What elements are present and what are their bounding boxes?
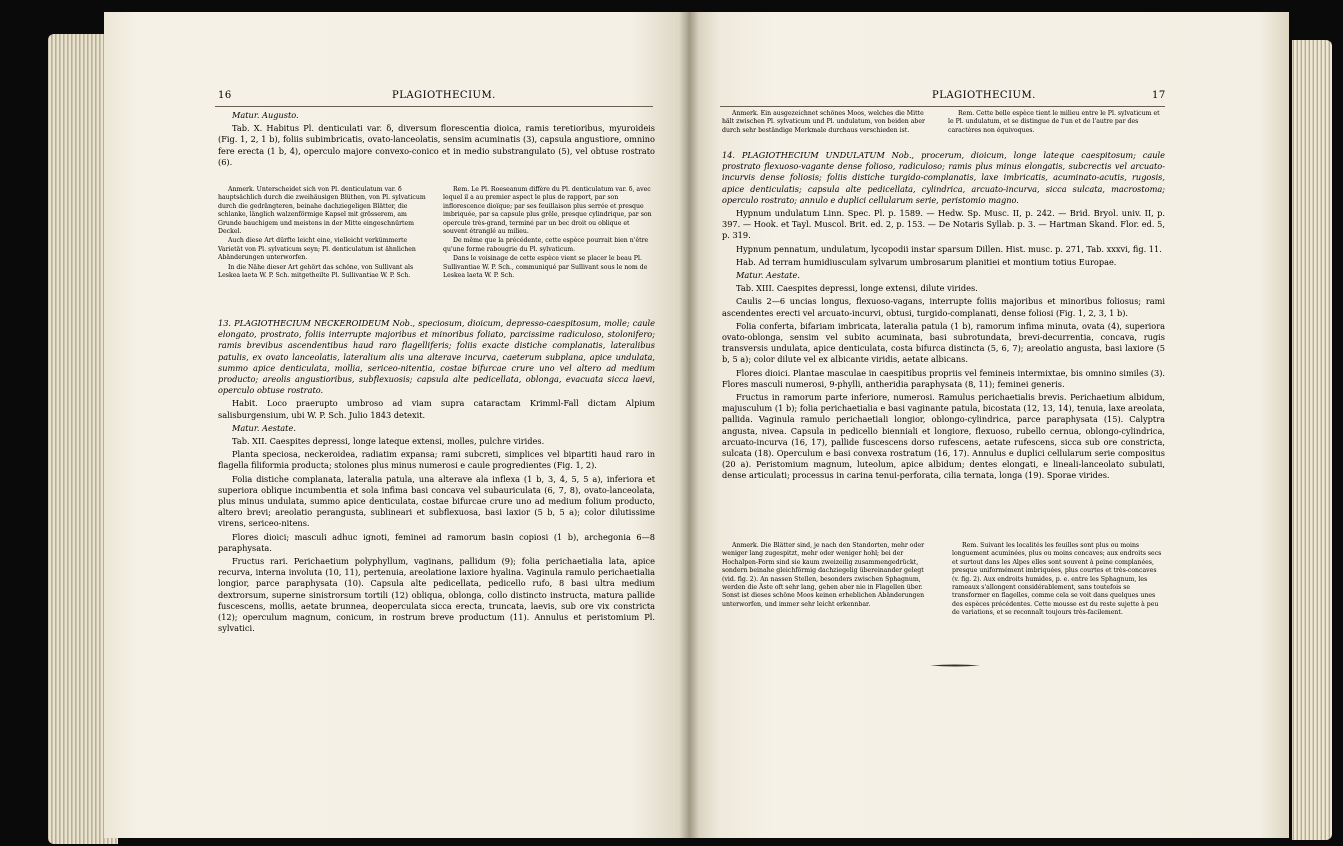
species-13-habit: Habit. Loco praerupto umbroso ad viam supra cataractam Krimml-Fall dictam Alpium salisburgensium, ubi W. P. Sch. Julio 1843 detexit. [218,398,655,420]
note-de-paragraph-3: In die Nähe dieser Art gehört das schöne, von Sullivant als Leskea laeta W. P. Sch. mitgetheilte Pl. Sullivantiae W. P. Sch. [218,263,414,280]
note-fr-paragraph-1: Rem. Le Pl. Roeseanum diffère du Pl. denticulatum var. δ, avec lequel il a au premier aspect le plus de rapport, par son inflorescence dioïque; par ses feuillaison plus serrée et presque imbriquée, par sa capsule plus grêle, presque cylindrique, par son opercule très-grand, terminé par un bec droit ou oblique et souvent étranglé au milieu. [443,186,652,236]
right-top-note-french [948,110,1164,136]
end-ornament [930,664,980,667]
right-top-note-german [722,110,932,136]
species-14-fructus: Fructus in ramorum parte inferiore, numerosi. Ramulus perichaetialis brevis. Perichaetium albidum, majusculum (1 b); folia perichaetialia e basi vaginante patula, bicostata (12, 13, 14), tenuia, laxe areolata, pallida. Vaginula ramulo perichaetiali longior, oblongo-cylindrica, parce paraphysata (15). Calyptra angusta, nivea. Capsula in pedicello bienniali et longiore, flexuoso, rubello cernua, oblongo-cylindrica, arcuato-incurva (16, 17), pallide fuscescens dorso rufescens, aetate rufescens, sicca sub ore constricta, sulcata (18). Operculum e basi convexa rostratum (16, 17). Annulus e duplici cellularum serie compositus (20 a). Peristomium magnum, luteolum, apice albidum; dentes elongati, e lineali-lanceolato subulati, dense articulati; processus in carina tenui-perforata, cilia ternata, longa (19). Sporae virides. [722,392,1165,481]
species-14-flores: Flores dioici. Plantae masculae in caespitibus propriis vel femineis intermixtae, bis omnino similes (3). Flores masculi numerosi, 9-phylli, antheridia paraphysata (8, 11); feminei generis. [722,367,1165,389]
right-text-species-14 [722,150,1165,484]
species-14-caulis: Caulis 2—6 uncias longus, flexuoso-vagans, interrupte foliis majoribus et minoribus foliosus; rami ascendentes erecti vel arcuato-incurvi, obtusi, turgido-complanati, dense foliosi (Fig. 1, 2, 3, 1 b). [722,296,1165,318]
left-header-rule [215,106,653,107]
top-note-fr: Rem. Cette belle espèce tient le milieu entre le Pl. sylvaticum et le Pl. undulatum, et se distingue de l'un et de l'autre par des caractères non équivoques. [948,110,1160,134]
species-13-planta: Planta speciosa, neckeroidea, radiatim expansa; rami subcreti, simplices vel bipartiti haud raro in flagella filiformia producta; stolones plus minus numerosi e caule progredientes (Fig. 1, 2). [218,449,655,471]
right-header-rule [720,106,1165,107]
left-tab-x: Tab. X. Habitus Pl. denticulati var. δ, diversum florescentia dioica, ramis teretioribus, myuroideis (Fig. 1, 2, 1 b), foliis subimbricatis, ovato-lanceolatis, sensim acuminatis (3), capsula angustiore, omnino fere erecta (1 b, 4), operculo majore convexo-conico et in medio substrangulato (5), vel obtuse rostrato (6). [218,123,655,167]
species-14-synonyms: Hypnum undulatum Linn. Spec. Pl. p. 1589. — Hedw. Sp. Musc. II, p. 242. — Brid. Bryol. univ. II, p. 397. — Hook. et Tayl. Muscol. Brit. ed. 2, p. 153. — De Notaris Syllab. p. 3. — Hartman Skand. Flor. ed. 5, p. 319. [722,208,1165,241]
top-note-de: Anmerk. Ein ausgezeichnet schönes Moos, welches die Mitte hält zwischen Pl. sylvaticum und Pl. undulatum, von beiden aber durch sehr beständige Merkmale durchaus verschieden ist. [722,110,925,134]
note-de-paragraph-1: Anmerk. Unterscheidet sich von Pl. denticulatum var. δ hauptsächlich durch die zweihäusigen Blüthen, von Pl. sylvaticum durch die gedrängteren, beinahe dachziegeligen Blätter, die schlanke, länglich walzenförmige Kapsel mit grösserem, am Grunde bauchigem und meistens in der Mitte eingeschnürtem Deckel. [218,186,426,236]
left-text-species-13 [218,318,655,636]
species-14-synonym-2: Hypnum pennatum, undulatum, lycopodii instar sparsum Dillen. Hist. musc. p. 271, Tab. xxxvi, fig. 11. [736,243,1162,254]
species-14-tab: Tab. XIII. Caespites depressi, longe extensi, dilute virides. [736,283,978,294]
species-14-matur: Matur. Aestate. [736,270,800,281]
species-13-fructus: Fructus rari. Perichaetium polyphyllum, vaginans, pallidum (9); folia perichaetialia lata, apice recurva, interna involuta (10, 11), pertenuia, areolatione laxiore hyalina. Vaginula ramulo perichaetialia longior, parce paraphysata (10). Capsula alte pedicellata, pedicello rufo, 8 basi ultra medium dextrorsum, superne sinistrorsum tortili (12) obliqua, oblonga, collo distincto instructa, matura pallide fuscescens, mollis, aetate brunnea, deoperculata sicca erecta, truncata, laevis, sub ore vix constricta (12); operculum magnum, conicum, in rostrum breve productum (11). Annulus et peristomium Pl. sylvatici. [218,556,655,634]
species-13-tab: Tab. XII. Caespites depressi, longe lateque extensi, molles, pulchre virides. [232,436,545,447]
bottom-note-de: Anmerk. Die Blätter sind, je nach den Standorten, mehr oder weniger lang zugespitzt, mehr oder weniger hohl; bei der Hochalpen-Form sind sie kaum zweizeilig zusammengedrückt, sondern beinahe gleichförmig dachziegelig übereinander gelegt (vid. fig. 2). An nassen Stellen, besonders zwischen Sphagnum, werden die Äste oft sehr lang, gehen aber nie in Flagellen über. Sonst ist dieses schöne Moos keinen erheblichen Abänderungen unterworfen, und immer sehr leicht erkennbar. [722,542,925,608]
species-14-hab: Hab. Ad terram humidiusculam sylvarum umbrosarum planitiei et montium totius Europae. [736,256,1117,267]
right-running-head: PLAGIOTHECIUM. [932,90,1036,101]
bottom-note-fr: Rem. Suivant les localités les feuilles sont plus ou moins longuement acuminées, plus ou moins concaves; aux endroits secs et surtout dans les Alpes elles sont souvent à peine complanées, presque uniformément imbriquées, plus courtes et très-concaves (v. fig. 2). Aux endroits humides, p. e. entre les Sphagnum, les rameaux s'allongent considérablement, sans toutefois se transformer en flagelles, comme cela se voit dans quelques unes des espèces précédentes. Cette mousse est du reste sujette à peu de variations, et se reconnaît toujours très-facilement. [952,542,1162,617]
note-de-paragraph-2: Auch diese Art dürfte leicht eine, vielleicht verkümmerte Varietät von Pl. sylvaticum seyn; Pl. denticulatum ist ähnlichen Abänderungen unterworfen. [218,237,416,262]
right-bottom-note-german [722,542,934,610]
right-bottom-note-french [952,542,1165,619]
species-14-heading: 14. PLAGIOTHECIUM UNDULATUM Nob., procerum, dioicum, longe lateque caespitosum; caule prostrato flexuoso-vagante dense folioso, radiculoso; ramis plus minus elongatis, subcrectis vel arcuato-incurvis dense foliosis; foliis distiche turgido-complanatis, laxe imbricatis, acuminato-acutis, rugosis, apice denticulatis; capsula alte pedicellata, cylindrica, arcuato-incurva, sicca sulcata, macrostoma; operculo rostrato; annulo e duplici cellularum serie, peristomio magno. [722,150,1165,205]
left-note-french [443,186,655,281]
note-fr-paragraph-2: De même que la précédente, cette espèce pourrait bien n'être qu'une forme rabougrie du Pl. sylvaticum. [443,237,649,253]
left-matur: Matur. Augusto. [232,110,299,120]
species-13-matur: Matur. Aestate. [232,422,296,433]
species-13-folia: Folia distiche complanata, lateralia patula, una alterave ala inflexa (1 b, 3, 4, 5, 5 a), inferiora et superiora oblique incumbentia et sola infima basi concava vel subauriculata (6, 7, 8), ovato-lanceolata, plus minus undulata, summo apice denticulata, costae bifurcae crure uno ad medium folium producto, altero brevi; areolatio perangusta, sublineari et subflexuosa, basi laxior (5 b, 5 a); color dilutissime virens, sericeo-nitens. [218,473,655,529]
left-text-upper [218,110,655,170]
left-note-german [218,186,428,281]
right-page-number: 17 [1152,90,1166,101]
right-page-edges [1292,40,1332,840]
species-13-heading: 13. PLAGIOTHECIUM NECKEROIDEUM Nob., speciosum, dioicum, depresso-caespitosum, molle; caule elongato, prostrato, foliis interrupte majoribus et minoribus foliato, parcissime radiculoso, stoloniferο; ramis brevibus ascendentibus haud raro flagelliferis; foliis exacte distiche complanatis, lateralibus patulis, ex ovato lanceolatis, lateralium alis una alterave incurva, caeterum subplana, apice undulata, summo apice denticulata, mollia, sericeo-nitentia, costae bifurcae crure uno vel altero ad medium producto; areolis angustioribus, subflexuosis; capsula alte pedicellata, oblonga, evacuata sicca laevi, operculo obtuse rostrato. [218,318,655,396]
species-13-flores: Flores dioici; masculi adhuc ignoti, feminei ad ramorum basin copiosi (1 b), archegonia 6—8 paraphysata. [218,531,655,553]
note-fr-paragraph-3: Dans le voisinage de cette espèce vient se placer le beau Pl. Sullivantiae W. P. Sch., communiqué par Sullivant sous le nom de Leskea laeta W. P. Sch. [443,255,648,280]
species-14-folia: Folia conferta, bifariam imbricata, lateralia patula (1 b), ramorum infima minuta, ovata (4), superiora ovato-oblonga, sensim vel subito acuminata, basi subrotundata, brevi-decurrentia, concava, rugis transversis undulata, apice denticulata, costa bifurca distincta (5, 6, 7); areolatio angusta, basi laxiore (5 b, 5 a); color dilute vel ex albicante viridis, aetate albicans. [722,320,1165,365]
left-page-number: 16 [218,90,232,101]
book-gutter [679,12,699,838]
left-running-head: PLAGIOTHECIUM. [392,90,496,101]
